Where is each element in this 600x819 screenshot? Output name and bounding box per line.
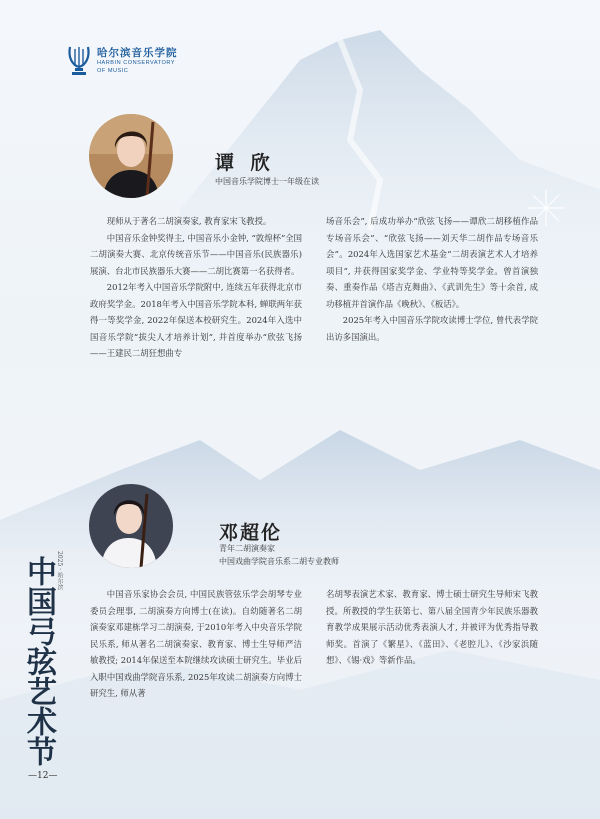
bio-column-left [90,586,302,702]
bio-paragraph: 2025年考入中国音乐学院攻读博士学位, 曾代表学院出访多国演出。 [326,315,538,342]
portrait-photo-tan-xin [89,114,173,198]
lyre-icon [66,43,92,77]
bio-paragraph: 中国音乐家协会会员, 中国民族管弦乐学会胡琴专业委员会理事, 二胡演奏方向博士(在读)。自幼随著名二胡演奏家邓建栋学习二胡演奏, 于2010年考入中央音乐学院民乐系, 师从著名二胡演奏家、教育家、博士生导师严洁敏教授; 2014年保送至本院继续攻读硕士研究生。毕业后入职中国戏曲学院音乐系, 2025年攻读二胡演奏方向博士研究生, 师从著 [90,589,302,698]
profile-subtitle: 中国戏曲学院音乐系二胡专业教师 [219,557,339,566]
bio-paragraph: 2012年考入中国音乐学院附中, 连续五年获得北京市政府奖学金。2018年考入中国音乐学院本科, 蝉联两年获得一等奖学金, 2022年保送本校研究生。2024年入选中国音乐学院“拔尖人才培养计划”, 并首度举办“欣弦飞扬——王建民二胡狂想曲专 [90,282,302,358]
page-number: —12— [28,771,58,781]
bio-paragraph: 场音乐会”, 后成功举办“欣弦飞扬——谭欣二胡移植作品专场音乐会”、“欣弦飞扬——刘天华二胡作品专场音乐会”。2024年入选国家艺术基金“二胡表演艺术人才培养项目”, 并获得国家奖学金、学业特等奖学金。曾首演独奏、重奏作品《塔吉克舞曲》、《武训先生》等十余首, 成功移植并首演作品《晚秋》、《板话》。 [326,216,538,309]
festival-title: 中国弓弦艺术节 [21,556,56,766]
logo-english-name-line1: HARBIN CONSERVATORY [97,60,175,66]
profile-name: 邓超伦 [219,522,283,544]
bio-column-right [326,213,538,345]
portrait-photo-deng-chaolun [89,484,173,568]
bio-paragraph: 中国音乐金钟奖得主, 中国音乐小金钟, “敦煌杯”全国二胡演奏大赛、北京传统音乐节——中国音乐(民族器乐)展演、台北市民族器乐大赛——二胡比赛第一名获得者。 [90,232,302,276]
logo-english-name-line2: OF MUSIC [97,68,129,74]
profile-subtitle: 中国音乐学院博士一年级在读 [215,177,319,186]
logo-chinese-name: 哈尔滨音乐学院 [97,47,178,59]
conservatory-logo [66,43,226,79]
bio-column-left [90,213,302,362]
bio-column-right [326,586,538,669]
festival-year-place: 2025 · 哈尔滨 [56,551,63,590]
profile-subtitle: 青年二胡演奏家 [219,544,275,553]
profile-name: 谭 欣 [215,152,275,174]
bio-paragraph: 现师从于著名二胡演奏家, 教育家宋飞教授。 [106,216,272,226]
bio-paragraph: 名胡琴表演艺术家、教育家、博士硕士研究生导师宋飞教授。所教授的学生获第七、第八届全国青少年民族乐器教育教学成果展示活动优秀表演人才, 并被评为优秀指导教师奖。首演了《繁星》、《蓝田》、《老腔儿》、《沙家浜随想》、《锡·戏》等新作品。 [326,589,538,665]
